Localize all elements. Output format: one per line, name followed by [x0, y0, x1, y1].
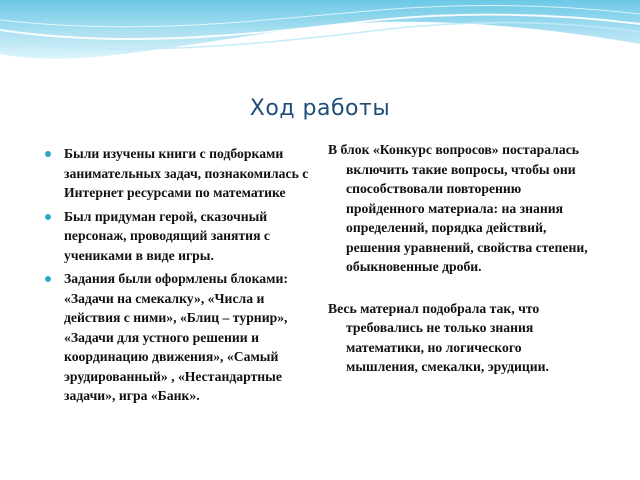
list-item: [44, 207, 322, 266]
paragraph-contest-questions: В блок «Конкурс вопросов» постаралась включить такие вопросы, чтобы они способствовали повторению пройденного материала: на знания определений, порядка действий, решения уравнений, свойства степени, обыкновенные дроби.: [328, 142, 588, 274]
bullet-icon: [45, 276, 51, 282]
list-item-text: Были изучены книги с подборками занимательных задач, познакомилась с Интернет ресурсами по математике: [64, 146, 309, 200]
header-wave-decoration: [0, 0, 640, 80]
list-item-text: Задания были оформлены блоками: «Задачи на смекалку», «Числа и действия с ними», «Блиц – турнир», «Задачи для устного решении и координацию движения», «Самый эрудированный» , «Нестандартные задачи», игра «Банк».: [64, 271, 288, 403]
bullet-icon: [45, 151, 51, 157]
list-item-text: Был придуман герой, сказочный персонаж, проводящий занятия с учениками в виде игры.: [64, 208, 270, 263]
slide-title: Ход работы: [249, 96, 391, 121]
list-item: [44, 144, 322, 203]
bullet-icon: [45, 214, 51, 220]
work-steps-list: [44, 144, 322, 410]
paragraph-material-selection: Весь материал подобрала так, что требовались не только знания математики, но логического мышления, смекалки, эрудиции.: [328, 300, 549, 374]
right-text-block: [328, 140, 596, 399]
list-item: [44, 269, 322, 406]
